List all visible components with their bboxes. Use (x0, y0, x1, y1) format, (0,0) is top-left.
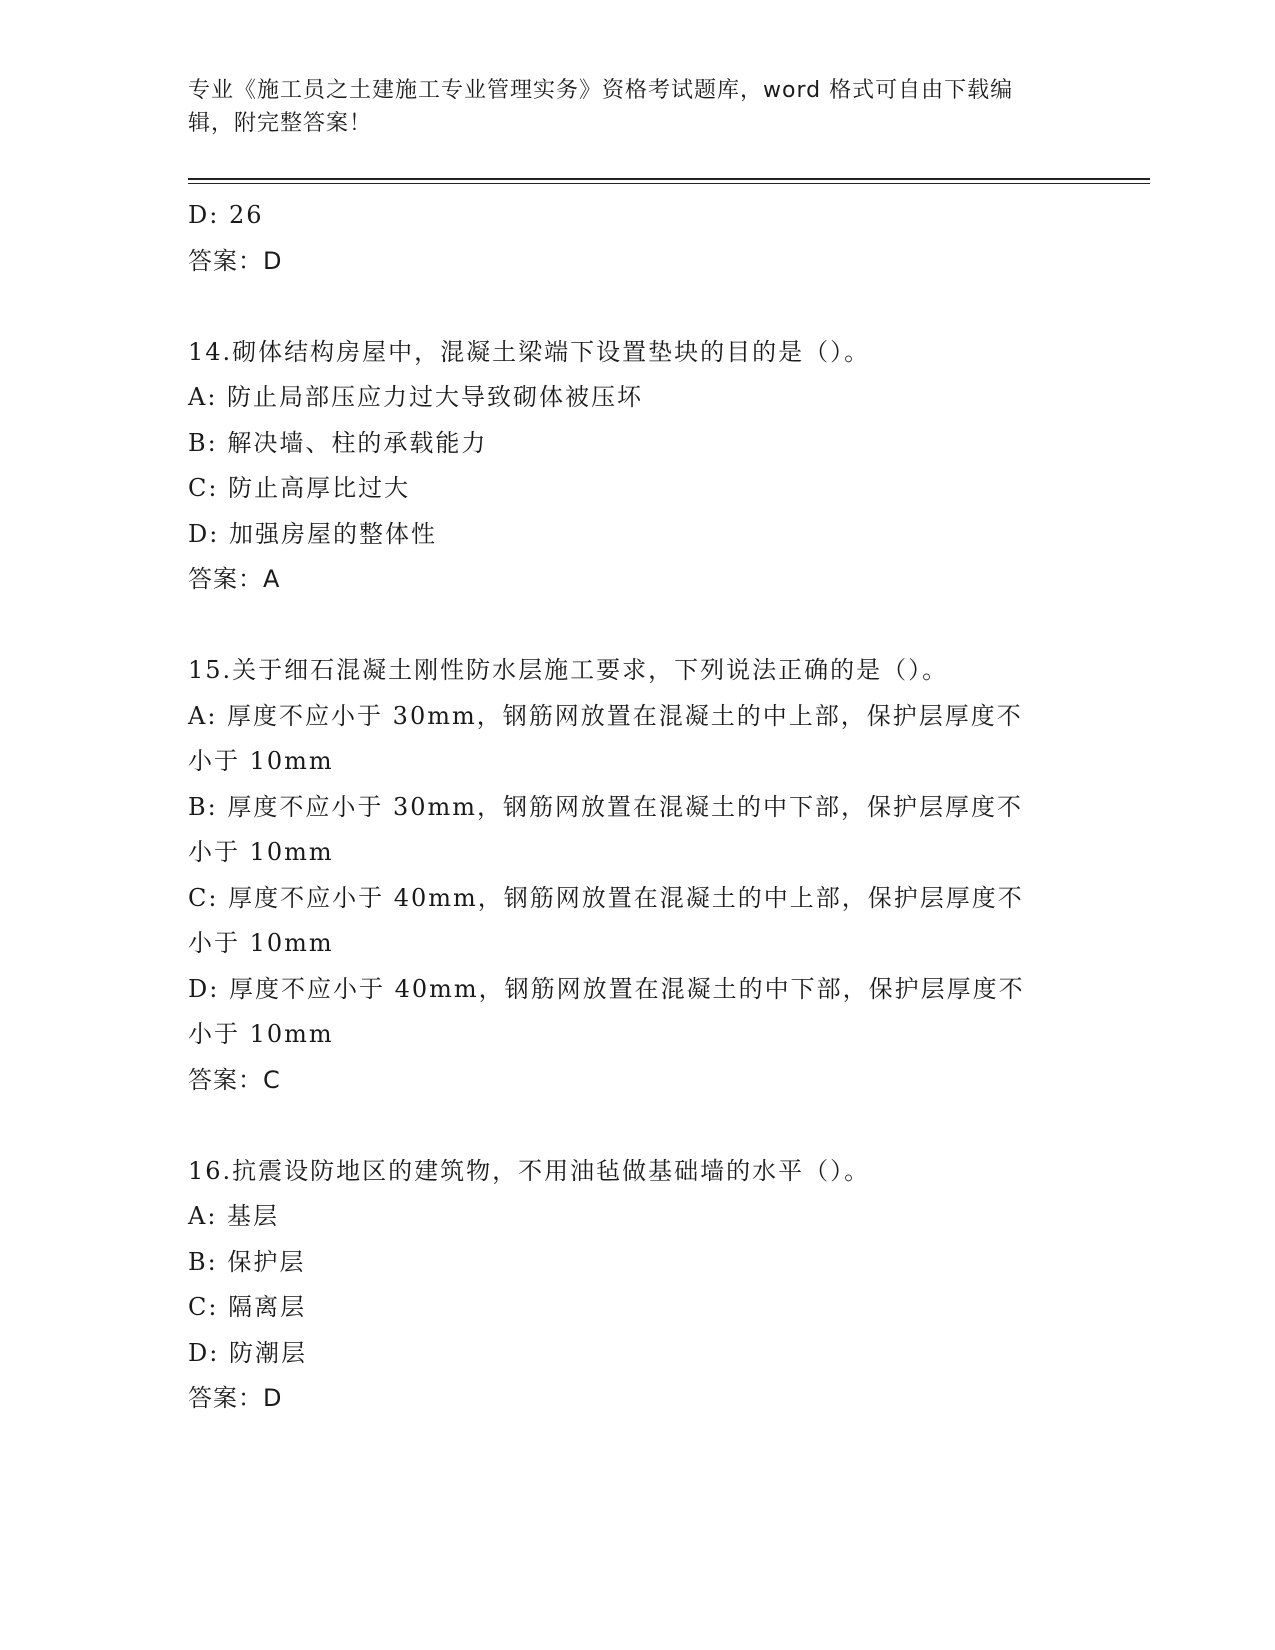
answer: 答案：A (188, 565, 281, 593)
option-b-line-2: 小于 10mm (188, 838, 334, 866)
prev-answer: 答案：D (188, 246, 283, 275)
header-line-2: 辑，附完整答案！ (188, 111, 373, 136)
header-rule-thick (188, 178, 1150, 180)
question-stem: 16.抗震设防地区的建筑物，不用油毡做基础墙的水平（）。 (188, 1156, 871, 1185)
question-content (188, 193, 1088, 1422)
prev-option-d: D: 26 (188, 201, 264, 229)
option-c-line-2: 小于 10mm (188, 929, 334, 957)
option-a: A: 防止局部压应力过大导致砌体被压坏 (188, 383, 644, 411)
option-c: C: 隔离层 (188, 1293, 307, 1321)
option-b-line-1: B: 厚度不应小于 30mm，钢筋网放置在混凝土的中下部，保护层厚度不 (188, 792, 1024, 821)
question-stem: 14.砌体结构房屋中，混凝土梁端下设置垫块的目的是（）。 (188, 337, 871, 366)
header-line-1: 专业《施工员之土建施工专业管理实务》资格考试题库，word 格式可自由下载编 (188, 78, 1014, 103)
header-rule-thin (188, 183, 1150, 184)
answer: 答案：C (188, 1065, 281, 1094)
question-16 (188, 1149, 1088, 1422)
option-c-line-1: C: 厚度不应小于 40mm，钢筋网放置在混凝土的中上部，保护层厚度不 (188, 883, 1024, 912)
spacer (188, 284, 1088, 330)
option-c: C: 防止高厚比过大 (188, 474, 411, 502)
option-a-line-1: A: 厚度不应小于 30mm，钢筋网放置在混凝土的中上部，保护层厚度不 (188, 701, 1023, 730)
option-d: D: 加强房屋的整体性 (188, 519, 437, 548)
document-header (188, 74, 1068, 140)
question-15 (188, 648, 1088, 1103)
option-d: D: 防潮层 (188, 1338, 307, 1367)
option-b: B: 解决墙、柱的承载能力 (188, 428, 488, 457)
question-14 (188, 330, 1088, 603)
spacer (188, 603, 1088, 649)
answer: 答案：D (188, 1384, 283, 1412)
option-a-line-2: 小于 10mm (188, 747, 334, 775)
option-d-line-1: D: 厚度不应小于 40mm，钢筋网放置在混凝土的中下部，保护层厚度不 (188, 974, 1025, 1003)
option-d-line-2: 小于 10mm (188, 1020, 334, 1048)
option-a: A: 基层 (188, 1202, 280, 1230)
spacer (188, 1103, 1088, 1149)
option-b: B: 保护层 (188, 1247, 306, 1276)
question-stem: 15.关于细石混凝土刚性防水层施工要求，下列说法正确的是（）。 (188, 656, 949, 684)
